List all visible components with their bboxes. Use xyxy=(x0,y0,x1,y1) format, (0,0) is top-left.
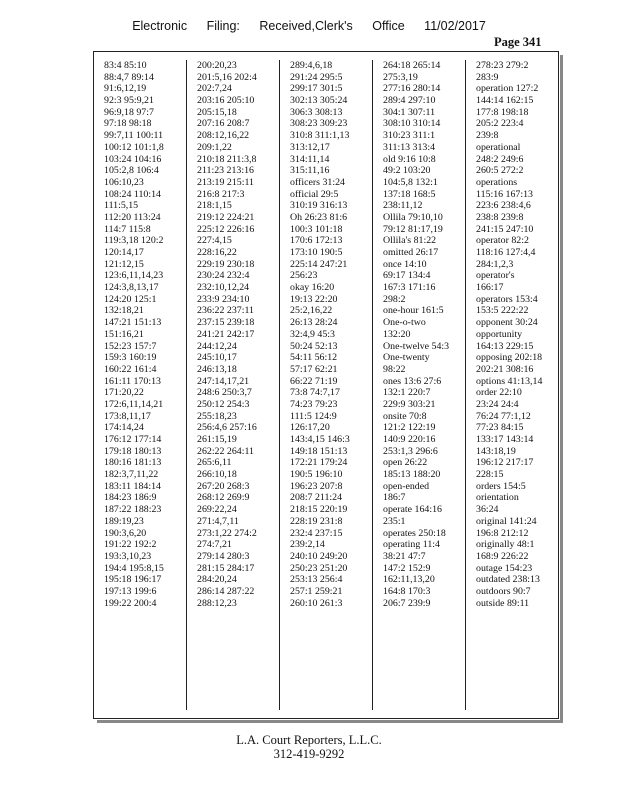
index-entry: 189:19,23 xyxy=(104,515,144,527)
index-entry: 310:8 311:1,13 xyxy=(290,130,350,142)
index-entry: 265:6,11 xyxy=(197,457,232,469)
index-entry: 193:3,10,23 xyxy=(104,550,152,562)
index-entry: 187:22 188:23 xyxy=(104,504,162,516)
footer-phone: 312-419-9292 xyxy=(273,747,345,761)
index-entry: 143:4,15 146:3 xyxy=(290,434,350,445)
index-entry: 120:14,17 xyxy=(104,247,144,258)
index-entry: officers 31:24 xyxy=(290,176,345,188)
index-entry: 76:24 77:1,12 xyxy=(476,410,531,422)
index-column xyxy=(187,60,280,710)
index-column xyxy=(280,60,373,710)
index-entry: 273:1,22 274:2 xyxy=(197,527,257,539)
index-entry: 111:5,15 xyxy=(104,200,139,212)
index-entry: 199:22 200:4 xyxy=(104,597,157,609)
index-entry: 112:20 113:24 xyxy=(104,211,161,223)
index-entry: 299:17 301:5 xyxy=(290,83,343,95)
index-entry: 100:12 101:1,8 xyxy=(104,141,164,153)
index-entry: one-hour 161:5 xyxy=(383,305,444,317)
index-entry: 104:5,8 132:1 xyxy=(383,176,438,188)
index-entry: 114:7 115:8 xyxy=(104,223,151,235)
index-entry: 289:4,6,18 xyxy=(290,60,333,71)
index-entry: 147:21 151:13 xyxy=(104,317,162,329)
index-entry: 180:16 181:13 xyxy=(104,457,162,469)
header-received: Received,Clerk's xyxy=(259,19,353,33)
index-entry: ones 13:6 27:6 xyxy=(383,375,442,387)
index-entry: 245:10,17 xyxy=(197,352,237,364)
index-entry: 32:4,9 45:3 xyxy=(290,328,335,340)
index-entry: 261:15,19 xyxy=(197,434,237,445)
index-entry: 284:1,2,3 xyxy=(476,258,514,270)
index-entry: 232:10,12,24 xyxy=(197,282,250,294)
index-entry: 96:9,18 97:7 xyxy=(104,106,154,118)
index-entry: outdated 238:13 xyxy=(476,574,540,586)
index-entry: 208:7 211:24 xyxy=(290,492,343,504)
page-number: Page 341 xyxy=(494,35,542,49)
index-entry: 153:5 222:22 xyxy=(476,305,529,317)
index-columns xyxy=(94,60,558,710)
index-entry: operators 153:4 xyxy=(476,293,538,305)
index-entry: 278:23 279:2 xyxy=(476,60,529,71)
index-entry: 98:22 xyxy=(383,363,406,375)
index-entry: 274:7,21 xyxy=(197,539,232,551)
index-entry: 200:20,23 xyxy=(197,60,237,71)
index-entry: 73:8 74:7,17 xyxy=(290,387,340,399)
index-entry: once 14:10 xyxy=(383,258,427,270)
index-entry: 210:18 211:3,8 xyxy=(197,153,257,165)
index-entry: 174:14,24 xyxy=(104,422,144,434)
index-box xyxy=(93,51,559,719)
index-entry: 186:7 xyxy=(383,492,406,504)
index-entry: 171:20,22 xyxy=(104,387,144,399)
index-entry: 195:18 196:17 xyxy=(104,574,162,586)
index-entry: 97:18 98:18 xyxy=(104,118,152,130)
index-entry: 162:11,13,20 xyxy=(383,574,435,586)
index-entry: 308:23 309:23 xyxy=(290,118,348,130)
index-entry: 230:24 232:4 xyxy=(197,270,250,282)
index-entry: 315:11,16 xyxy=(290,165,330,177)
index-entry: 211:23 213:16 xyxy=(197,165,254,177)
index-column xyxy=(466,60,558,710)
index-entry: 223:6 238:4,6 xyxy=(476,200,531,212)
index-entry: 172:6,11,14,21 xyxy=(104,398,164,410)
index-entry: 167:3 171:16 xyxy=(383,282,436,294)
index-entry: orders 154:5 xyxy=(476,480,526,492)
index-entry: 111:5 124:9 xyxy=(290,410,337,422)
index-entry: 108:24 110:14 xyxy=(104,188,161,200)
index-entry: 123:6,11,14,23 xyxy=(104,270,164,282)
index-entry: 74:23 79:23 xyxy=(290,398,338,410)
index-entry: 284:20,24 xyxy=(197,574,237,586)
index-entry: 203:16 205:10 xyxy=(197,95,255,107)
index-entry: 170:6 172:13 xyxy=(290,235,343,247)
index-entry: opposing 202:18 xyxy=(476,352,543,364)
index-entry: outdoors 90:7 xyxy=(476,585,531,597)
index-entry: 275:3,19 xyxy=(383,71,418,83)
index-entry: 233:9 234:10 xyxy=(197,293,250,305)
index-entry: 50:24 52:13 xyxy=(290,340,338,352)
index-entry: 105:2,8 106:4 xyxy=(104,165,159,177)
index-entry: 106:10,23 xyxy=(104,176,144,188)
index-entry: 173:10 190:5 xyxy=(290,247,343,258)
index-entry: 288:12,23 xyxy=(197,597,237,609)
index-entry: Ollila's 81:22 xyxy=(383,235,437,247)
index-entry: 313:12,17 xyxy=(290,141,330,153)
index-entry: operate 164:16 xyxy=(383,504,442,516)
index-entry: original 141:24 xyxy=(476,515,537,527)
header-office: Office xyxy=(372,19,405,33)
index-entry: 79:12 81:17,19 xyxy=(383,223,443,235)
index-entry: 191:22 192:2 xyxy=(104,539,157,551)
index-entry: Ollila 79:10,10 xyxy=(383,211,443,223)
index-entry: 255:18,23 xyxy=(197,410,237,422)
index-entry: 248:6 250:3,7 xyxy=(197,387,252,399)
index-entry: 179:18 180:13 xyxy=(104,445,162,457)
index-entry: 69:17 134:4 xyxy=(383,270,431,282)
index-entry: 23:24 24:4 xyxy=(476,398,519,410)
index-entry: outage 154:23 xyxy=(476,562,533,574)
header-electronic: Electronic xyxy=(132,19,188,33)
index-entry: 298:2 xyxy=(383,293,406,305)
index-entry: 310:19 316:13 xyxy=(290,200,348,212)
index-entry: 219:12 224:21 xyxy=(197,211,255,223)
index-entry: 247:14,17,21 xyxy=(197,375,250,387)
index-entry: 25:2,16,22 xyxy=(290,305,333,317)
index-entry: 88:4,7 89:14 xyxy=(104,71,154,83)
index-entry: 160:22 161:4 xyxy=(104,363,157,375)
index-entry: 218:1,15 xyxy=(197,200,232,212)
index-entry: 228:16,22 xyxy=(197,247,237,258)
index-entry: 228:19 231:8 xyxy=(290,515,343,527)
index-entry: 166:17 xyxy=(476,282,504,294)
index-entry: 216:8 217:3 xyxy=(197,188,245,200)
index-entry: 241:21 242:17 xyxy=(197,328,255,340)
index-entry: 185:13 188:20 xyxy=(383,469,441,481)
index-entry: 229:9 303:21 xyxy=(383,398,436,410)
index-entry: 177:8 198:18 xyxy=(476,106,529,118)
index-entry: 137:18 168:5 xyxy=(383,188,436,200)
index-entry: 164:8 170:3 xyxy=(383,585,431,597)
index-entry: 250:23 251:20 xyxy=(290,562,348,574)
index-entry: 197:13 199:6 xyxy=(104,585,157,597)
index-entry: 264:18 265:14 xyxy=(383,60,441,71)
index-entry: 184:23 186:9 xyxy=(104,492,157,504)
index-entry: 208:12,16,22 xyxy=(197,130,250,142)
index-entry: 121:12,15 xyxy=(104,258,144,270)
index-entry: operational xyxy=(476,141,521,153)
index-entry: 19:13 22:20 xyxy=(290,293,338,305)
index-entry: 121:2 122:19 xyxy=(383,422,436,434)
index-entry: 262:22 264:11 xyxy=(197,445,254,457)
index-entry: 168:9 226:22 xyxy=(476,550,529,562)
index-entry: operation 127:2 xyxy=(476,83,539,95)
index-entry: 152:23 157:7 xyxy=(104,340,157,352)
index-entry: 183:11 184:14 xyxy=(104,480,161,492)
index-entry: 36:24 xyxy=(476,504,499,516)
index-entry: originally 48:1 xyxy=(476,539,535,551)
index-entry: 83:4 85:10 xyxy=(104,60,147,71)
index-entry: 248:2 249:6 xyxy=(476,153,524,165)
index-entry: 143:18,19 xyxy=(476,445,516,457)
index-entry: operates 250:18 xyxy=(383,527,446,539)
index-column xyxy=(373,60,466,710)
index-entry: 196:23 207:8 xyxy=(290,480,343,492)
header-filing: Filing: xyxy=(206,19,240,33)
index-entry: 256:4,6 257:16 xyxy=(197,422,257,434)
index-entry: 253:13 256:4 xyxy=(290,574,343,586)
index-entry: 124:20 125:1 xyxy=(104,293,157,305)
index-entry: 132:1 220:7 xyxy=(383,387,431,399)
index-entry: 229:19 230:18 xyxy=(197,258,255,270)
index-entry: omitted 26:17 xyxy=(383,247,439,258)
index-entry: 271:4,7,11 xyxy=(197,515,239,527)
index-entry: 269:22,24 xyxy=(197,504,237,516)
index-entry: 147:2 152:9 xyxy=(383,562,431,574)
index-entry: operator's xyxy=(476,270,515,282)
index-entry: 225:14 247:21 xyxy=(290,258,348,270)
index-entry: 218:15 220:19 xyxy=(290,504,348,516)
index-entry: 225:12 226:16 xyxy=(197,223,255,235)
index-entry: opportunity xyxy=(476,328,523,340)
index-entry: operator 82:2 xyxy=(476,235,529,247)
index-entry: 304:1 307:11 xyxy=(383,106,436,118)
index-entry: 164:13 229:15 xyxy=(476,340,534,352)
index-entry: 238:8 239:8 xyxy=(476,211,524,223)
index-entry: 173:8,11,17 xyxy=(104,410,151,422)
index-entry: 227:4,15 xyxy=(197,235,232,247)
index-entry: operating 11:4 xyxy=(383,539,440,551)
index-entry: 311:13 313:4 xyxy=(383,141,436,153)
index-entry: 235:1 xyxy=(383,515,406,527)
index-entry: 267:20 268:3 xyxy=(197,480,250,492)
index-entry: 260:5 272:2 xyxy=(476,165,524,177)
index-entry: 118:16 127:4,4 xyxy=(476,247,536,258)
index-entry: 201:5,16 202:4 xyxy=(197,71,257,83)
index-entry: orientation xyxy=(476,492,519,504)
index-entry: 310:23 311:1 xyxy=(383,130,436,142)
index-entry: onsite 70:8 xyxy=(383,410,427,422)
index-entry: 314:11,14 xyxy=(290,153,330,165)
index-entry: 213:19 215:11 xyxy=(197,176,254,188)
index-entry: 306:3 308:13 xyxy=(290,106,343,118)
index-entry: 161:11 170:13 xyxy=(104,375,161,387)
index-entry: options 41:13,14 xyxy=(476,375,543,387)
index-entry: 239:8 xyxy=(476,130,499,142)
index-entry: 205:2 223:4 xyxy=(476,118,524,130)
index-entry: One-o-two xyxy=(383,317,426,329)
index-entry: 291:24 295:5 xyxy=(290,71,343,83)
index-entry: open-ended xyxy=(383,480,430,492)
index-entry: 206:7 239:9 xyxy=(383,597,431,609)
footer xyxy=(0,733,618,761)
index-entry: 257:1 259:21 xyxy=(290,585,343,597)
index-entry: old 9:16 10:8 xyxy=(383,153,436,165)
index-entry: 266:10,18 xyxy=(197,469,237,481)
index-entry: 239:2,14 xyxy=(290,539,325,551)
index-entry: 241:15 247:10 xyxy=(476,223,534,235)
index-entry: 194:4 195:8,15 xyxy=(104,562,164,574)
index-entry: 133:17 143:14 xyxy=(476,434,534,445)
index-entry: open 26:22 xyxy=(383,457,428,469)
index-entry: 207:16 208:7 xyxy=(197,118,250,130)
index-entry: 190:3,6,20 xyxy=(104,527,147,539)
index-entry: 149:18 151:13 xyxy=(290,445,348,457)
index-entry: 126:17,20 xyxy=(290,422,330,434)
index-entry: 260:10 261:3 xyxy=(290,597,343,609)
index-entry: 190:5 196:10 xyxy=(290,469,343,481)
index-entry: 209:1,22 xyxy=(197,141,232,153)
index-entry: operations xyxy=(476,176,518,188)
index-entry: 228:15 xyxy=(476,469,504,481)
index-entry: One-twelve 54:3 xyxy=(383,340,450,352)
index-entry: 283:9 xyxy=(476,71,499,83)
index-entry: 253:1,3 296:6 xyxy=(383,445,438,457)
index-entry: 26:13 28:24 xyxy=(290,317,338,329)
index-entry: opponent 30:24 xyxy=(476,317,538,329)
index-entry: 196:12 217:17 xyxy=(476,457,534,469)
index-entry: 132:18,21 xyxy=(104,305,144,317)
index-entry: 140:9 220:16 xyxy=(383,434,436,445)
index-column xyxy=(94,60,187,710)
index-entry: 77:23 84:15 xyxy=(476,422,524,434)
index-entry: outside 89:11 xyxy=(476,597,530,609)
index-entry: 302:13 305:24 xyxy=(290,95,348,107)
index-entry: 159:3 160:19 xyxy=(104,352,157,364)
index-entry: 279:14 280:3 xyxy=(197,550,250,562)
index-entry: 281:15 284:17 xyxy=(197,562,255,574)
index-entry: 238:11,12 xyxy=(383,200,423,212)
index-entry: Oh 26:23 81:6 xyxy=(290,211,348,223)
index-entry: 66:22 71:19 xyxy=(290,375,338,387)
index-entry: 99:7,11 100:11 xyxy=(104,130,164,142)
index-entry: 286:14 287:22 xyxy=(197,585,255,597)
index-entry: 132:20 xyxy=(383,328,411,340)
index-entry: 115:16 167:13 xyxy=(476,188,533,200)
index-entry: 246:13,18 xyxy=(197,363,237,375)
index-entry: 289:4 297:10 xyxy=(383,95,436,107)
index-entry: 172:21 179:24 xyxy=(290,457,348,469)
index-entry: 202:7,24 xyxy=(197,83,232,95)
index-entry: 103:24 104:16 xyxy=(104,153,162,165)
index-entry: 236:22 237:11 xyxy=(197,305,254,317)
index-entry: 54:11 56:12 xyxy=(290,352,338,364)
index-entry: 100:3 101:18 xyxy=(290,223,343,235)
index-entry: 38:21 47:7 xyxy=(383,550,426,562)
index-entry: 182:3,7,11,22 xyxy=(104,469,159,481)
index-entry: 57:17 62:21 xyxy=(290,363,338,375)
index-entry: 49:2 103:20 xyxy=(383,165,431,177)
index-entry: 205:15,18 xyxy=(197,106,237,118)
index-entry: 91:6,12,19 xyxy=(104,83,147,95)
index-entry: 237:15 239:18 xyxy=(197,317,255,329)
index-entry: 240:10 249:20 xyxy=(290,550,348,562)
index-entry: 151:16,21 xyxy=(104,328,144,340)
index-entry: 250:12 254:3 xyxy=(197,398,250,410)
index-entry: 244:12,24 xyxy=(197,340,237,352)
index-entry: 277:16 280:14 xyxy=(383,83,441,95)
index-entry: okay 16:20 xyxy=(290,282,335,294)
footer-company: L.A. Court Reporters, L.L.C. xyxy=(236,733,382,747)
index-entry: 92:3 95:9,21 xyxy=(104,95,154,107)
index-entry: 144:14 162:15 xyxy=(476,95,534,107)
index-entry: 256:23 xyxy=(290,270,318,282)
filing-header xyxy=(0,19,618,33)
index-entry: official 29:5 xyxy=(290,188,339,200)
index-entry: 124:3,8,13,17 xyxy=(104,282,159,294)
index-entry: 119:3,18 120:2 xyxy=(104,235,164,247)
index-entry: 202:21 308:16 xyxy=(476,363,534,375)
index-entry: 268:12 269:9 xyxy=(197,492,250,504)
index-entry: One-twenty xyxy=(383,352,430,364)
index-entry: 176:12 177:14 xyxy=(104,434,162,445)
index-entry: 196:8 212:12 xyxy=(476,527,529,539)
index-entry: 308:10 310:14 xyxy=(383,118,441,130)
index-entry: 232:4 237:15 xyxy=(290,527,343,539)
header-date: 11/02/2017 xyxy=(424,19,486,33)
index-entry: order 22:10 xyxy=(476,387,522,399)
